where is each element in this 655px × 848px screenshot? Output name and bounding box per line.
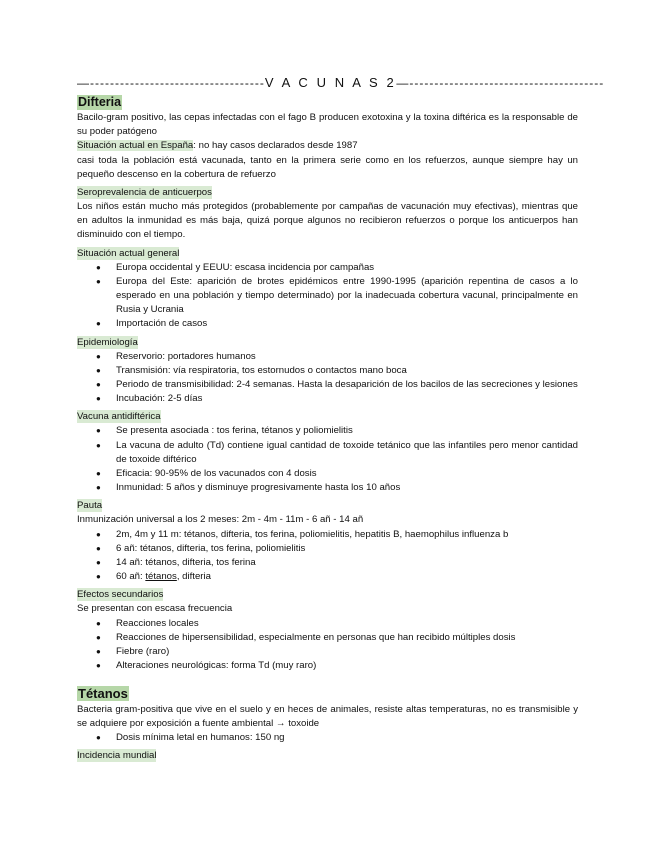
- list-item: [77, 392, 578, 406]
- bullet-icon: ●: [96, 618, 101, 628]
- bullet-icon: ●: [96, 469, 101, 479]
- list-item: [77, 261, 578, 275]
- tetanos-intro: Bacteria gram-positiva que vive en el suelo y en heces de animales, resiste altas temperaturas, no es transmisible y se adquiere por exposición a fuente ambiental → toxoide: [77, 703, 578, 729]
- list-item-text: Reacciones de hipersensibilidad, especialmente en personas que han recibido múltiples dosis: [116, 631, 516, 643]
- bullet-icon: ●: [96, 732, 101, 742]
- bullet-icon: ●: [96, 661, 101, 671]
- bullet-icon: ●: [96, 319, 101, 329]
- list-item: [77, 659, 578, 673]
- list-item-text: Reservorio: portadores humanos: [116, 350, 256, 362]
- tetanos-list: [77, 731, 578, 745]
- vacuna-list: [77, 424, 578, 495]
- list-item: [77, 317, 578, 331]
- list-item-text: Periodo de transmisibilidad: 2-4 semanas. Hasta la desaparición de los bacilos de las secreciones y lesiones: [116, 379, 578, 391]
- efectos-text: Se presentan con escasa frecuencia: [77, 603, 233, 615]
- heading-vacuna-antidifterica: Vacuna antidiftérica: [77, 411, 161, 423]
- list-item: [77, 350, 578, 364]
- list-item: [77, 424, 578, 438]
- title-text: V A C U N A S 2: [264, 75, 397, 90]
- document-title: [77, 75, 605, 90]
- list-item: [77, 731, 578, 745]
- document-page: [77, 75, 605, 763]
- list-item-text: Importación de casos: [116, 318, 208, 330]
- heading-efectos-secundarios: Efectos secundarios: [77, 589, 164, 601]
- title-right-rule: —---------------------------------------: [396, 76, 605, 90]
- list-item: [77, 378, 578, 392]
- list-item-text: 60 añ:: [116, 571, 146, 583]
- list-item-text: Alteraciones neurológicas: forma Td (muy raro): [116, 660, 317, 672]
- list-item: [77, 481, 578, 495]
- heading-epidemiologia: Epidemiología: [77, 336, 138, 348]
- list-item: [77, 542, 578, 556]
- list-item: [77, 556, 578, 570]
- list-item: [77, 570, 578, 584]
- bullet-icon: ●: [96, 365, 101, 375]
- list-item: [77, 364, 578, 378]
- list-item-text: Europa del Este: aparición de brotes epidémicos entre 1990-1995 (aparición repentina de casos a lo esperado en una población y tiempo determinado) por la inadecuada cobertura vacunal, principalmente en Rusia y Ucrania: [116, 275, 578, 316]
- bullet-icon: ●: [96, 647, 101, 657]
- seroprevalencia-text: Los niños están mucho más protegidos (probablemente por campañas de vacunación muy efectivas), mientras que en adultos la inmunidad es más baja, quizá porque algunos no recibieron refuerzos o porque los anticuerpos han disminuido con el tiempo.: [77, 201, 578, 241]
- list-item-text: Eficacia: 90-95% de los vacunados con 4 dosis: [116, 468, 317, 480]
- bullet-icon: ●: [96, 394, 101, 404]
- list-item: [77, 275, 578, 318]
- list-item: [77, 645, 578, 659]
- bullet-icon: ●: [96, 529, 101, 539]
- bullet-icon: ●: [96, 632, 101, 642]
- bullet-icon: ●: [96, 276, 101, 286]
- heading-seroprevalencia: Seroprevalencia de anticuerpos: [77, 187, 212, 199]
- bullet-icon: ●: [96, 558, 101, 568]
- bullet-icon: ●: [96, 440, 101, 450]
- bullet-icon: ●: [96, 262, 101, 272]
- list-item-text: Incubación: 2-5 días: [116, 393, 203, 405]
- espana-label: Situación actual en España: [77, 140, 194, 152]
- difteria-intro: Bacilo-gram positivo, las cepas infectadas con el fago B producen exotoxina y la toxina diftérica es la responsable de su poder patógeno: [77, 112, 578, 138]
- espana-line: [77, 139, 578, 153]
- list-item: [77, 439, 578, 467]
- bullet-icon: ●: [96, 483, 101, 493]
- list-item: [77, 631, 578, 645]
- list-item-text: Transmisión: vía respiratoria, tos estornudos o contactos mano boca: [116, 364, 407, 376]
- list-item-text: Fiebre (raro): [116, 646, 170, 658]
- epidemiologia-list: [77, 350, 578, 407]
- espana-text: : no hay casos declarados desde 1987: [193, 140, 358, 152]
- efectos-list: [77, 617, 578, 674]
- list-item: [77, 617, 578, 631]
- bullet-icon: ●: [96, 351, 101, 361]
- espana-detail: casi toda la población está vacunada, tanto en la primera serie como en los refuerzos, aunque siempre hay un pequeño descenso en la cobertura de refuerzo: [77, 154, 578, 180]
- bullet-icon: ●: [96, 543, 101, 553]
- bullet-icon: ●: [96, 572, 101, 582]
- heading-tetanos: Tétanos: [78, 685, 128, 701]
- list-item-text: Dosis mínima letal en humanos: 150 ng: [116, 731, 285, 743]
- list-item-text: Se presenta asociada : tos ferina, tétanos y poliomielitis: [116, 425, 353, 437]
- underlined-term: tétanos: [145, 571, 177, 583]
- list-item-text: La vacuna de adulto (Td) contiene igual cantidad de toxoide tetánico que las infantiles pero menor cantidad de toxoide diftérico: [116, 439, 578, 465]
- pauta-list: [77, 528, 578, 585]
- heading-difteria: Difteria: [78, 95, 122, 109]
- heading-situacion-general: Situación actual general: [77, 247, 180, 259]
- list-item-text: 14 añ: tétanos, difteria, tos ferina: [116, 557, 256, 569]
- title-left-rule: —-----------------------------------: [77, 76, 265, 90]
- list-item: [77, 467, 578, 481]
- list-item-text: Reacciones locales: [116, 617, 199, 629]
- bullet-icon: ●: [96, 426, 101, 436]
- list-item-text-suffix: , difteria: [176, 571, 211, 583]
- pauta-text: Inmunización universal a los 2 meses: 2m - 4m - 11m - 6 añ - 14 añ: [77, 514, 364, 526]
- list-item-text: 2m, 4m y 11 m: tétanos, difteria, tos ferina, poliomielitis, hepatitis B, haemophilus influenza b: [116, 528, 509, 540]
- list-item-text: Europa occidental y EEUU: escasa incidencia por campañas: [116, 261, 375, 273]
- list-item-text: Inmunidad: 5 años y disminuye progresivamente hasta los 10 años: [116, 482, 401, 494]
- bullet-icon: ●: [96, 380, 101, 390]
- situacion-general-list: [77, 261, 578, 332]
- list-item: [77, 528, 578, 542]
- heading-incidencia-mundial: Incidencia mundial: [77, 750, 157, 762]
- heading-pauta: Pauta: [77, 500, 103, 512]
- list-item-text: 6 añ: tétanos, difteria, tos ferina, poliomielitis: [116, 542, 306, 554]
